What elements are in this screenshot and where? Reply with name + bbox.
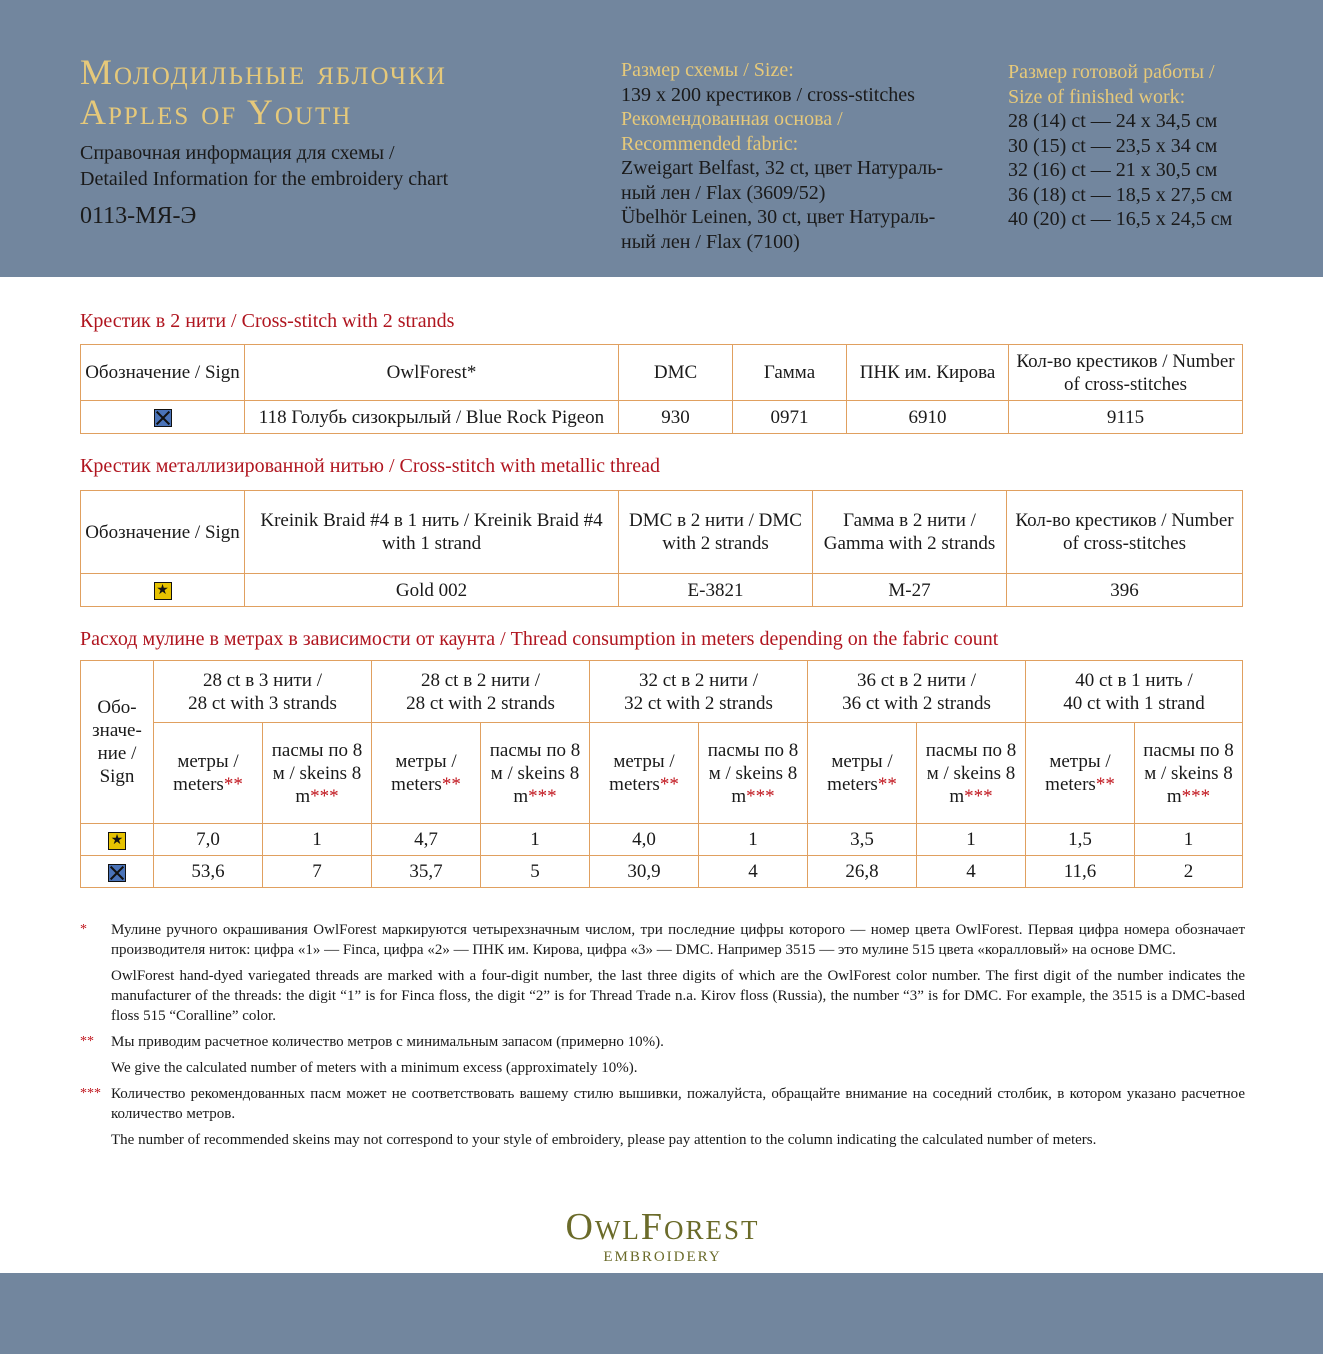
footnote-2-en: We give the calculated number of meters with a minimum excess (approximately 10%). xyxy=(111,1060,638,1076)
section2-title: Крестик металлизированной нитью / Cross-stitch with metallic thread xyxy=(80,455,661,477)
table-cell: 4 xyxy=(699,856,808,888)
brand-logo xyxy=(540,1205,785,1265)
table-cell: 6910 xyxy=(847,401,1009,434)
table-cell: 1 xyxy=(263,824,372,856)
skeins-header: пасмы по 8 м / skeins 8 m*** xyxy=(699,723,808,824)
chart-title xyxy=(80,52,447,132)
finished-size: 28 (14) ct — 24 x 34,5 см xyxy=(1008,110,1218,132)
meters-header: метры / meters** xyxy=(154,723,263,824)
fabric-line: Übelhör Leinen, 30 ct, цвет Натураль- xyxy=(621,206,936,228)
header-owlforest: OwlForest* xyxy=(245,345,619,401)
header-sign: Обо-значе-ние / Sign xyxy=(81,661,154,824)
group-header: 28 ct в 2 нити / 28 ct with 2 strands xyxy=(372,661,590,723)
header-dmc: DMC в 2 нити / DMC with 2 strands xyxy=(619,491,813,574)
header-kreinik: Kreinik Braid #4 в 1 нить / Kreinik Braid #4 with 1 strand xyxy=(245,491,619,574)
table-cell: 26,8 xyxy=(808,856,917,888)
table-cell: 3,5 xyxy=(808,824,917,856)
header-count: Кол-во крестиков / Number of cross-stitches xyxy=(1009,345,1243,401)
table-cell: M-27 xyxy=(813,574,1007,607)
section3-title: Расход мулине в метрах в зависимости от каунта / Thread consumption in meters depending on the fabric count xyxy=(80,628,999,650)
header-dmc: DMC xyxy=(619,345,733,401)
table-cell: 53,6 xyxy=(154,856,263,888)
group-header: 28 ct в 3 нити / 28 ct with 3 strands xyxy=(154,661,372,723)
group-header: 40 ct в 1 нить / 40 ct with 1 strand xyxy=(1026,661,1243,723)
brand-name: OwlForest xyxy=(565,1206,760,1248)
size-label: Размер схемы / Size: xyxy=(621,59,794,81)
table-cell: Gold 002 xyxy=(245,574,619,607)
finished-size: 40 (20) ct — 16,5 x 24,5 см xyxy=(1008,208,1233,230)
fabric-label-1: Рекомендованная основа / xyxy=(621,108,843,130)
footnote-1-en: OwlForest hand-dyed variegated threads are marked with a four-digit number, the last three digits of which are the OwlForest color number. The first digit of the number indicates the manufacturer of the threads: the digit “1” is for Finca floss, the digit “2” is for Thread Trade n.a. Kirov floss (Russia), the number “3” is for DMC. For example, the 3515 is a DMC-based floss 515 “Coralline” color. xyxy=(111,968,1245,1024)
table-row xyxy=(81,824,1243,856)
table-cell: 1 xyxy=(699,824,808,856)
star-symbol-icon: ★ xyxy=(154,582,172,600)
title-en: Apples of Youth xyxy=(80,92,353,132)
table-cell: 930 xyxy=(619,401,733,434)
footnote-3-en: The number of recommended skeins may not correspond to your style of embroidery, please pay attention to the column indicating the calculated number of meters. xyxy=(111,1132,1097,1148)
table-cell: 396 xyxy=(1007,574,1243,607)
size-fabric-column xyxy=(621,58,1001,254)
sign-cell xyxy=(81,856,154,888)
meters-header: метры / meters** xyxy=(808,723,917,824)
table-row xyxy=(81,856,1243,888)
fabric-line: Zweigart Belfast, 32 ct, цвет Натураль- xyxy=(621,157,944,179)
footer-band xyxy=(0,1273,1323,1354)
finished-size-column xyxy=(1008,60,1308,232)
consumption-table xyxy=(80,660,1243,888)
size-value: 139 x 200 крестиков / cross-stitches xyxy=(621,83,915,106)
header-count: Кол-во крестиков / Number of cross-stitches xyxy=(1007,491,1243,574)
skeins-header: пасмы по 8 м / skeins 8 m*** xyxy=(263,723,372,824)
meters-header: метры / meters** xyxy=(1026,723,1135,824)
info-text xyxy=(80,140,448,192)
cross-symbol-icon xyxy=(154,409,172,427)
footnote-1: * Мулине ручного окрашивания OwlForest маркируются четырехзначным числом, три последние цифры которого — номер цвета OwlForest. Первая цифра номера обозначает производителя ниток: цифра «1» — Finca, цифра «2» — ПНК им. Кирова, цифра «3» — DMC. Например 3515 — это мулине 515 цвета «коралловый» на основе DMC. OwlForest hand-dyed variegated threads are marked with a four-digit number, the last three digits of which are the OwlForest color number. The first digit of the number indicates the manufacturer of the threads: the digit “1” is for Finca floss, the digit “2” is for Thread Trade n.a. Kirov floss (Russia), the number “3” is for DMC. For example, the 3515 is a DMC-based floss 515 “Coralline” color. xyxy=(80,922,1245,1024)
table-cell: 1 xyxy=(917,824,1026,856)
table-cell: 1,5 xyxy=(1026,824,1135,856)
table-cell: 7 xyxy=(263,856,372,888)
table-cell: 9115 xyxy=(1009,401,1243,434)
meters-header: метры / meters** xyxy=(372,723,481,824)
meters-header: метры / meters** xyxy=(590,723,699,824)
table-cell: E-3821 xyxy=(619,574,813,607)
chart-code: 0113-МЯ-Э xyxy=(80,203,197,229)
header-sign: Обозначение / Sign xyxy=(81,491,245,574)
skeins-header: пасмы по 8 м / skeins 8 m*** xyxy=(481,723,590,824)
sign-cell xyxy=(81,574,245,607)
table-row xyxy=(81,574,1243,607)
table-cell: 11,6 xyxy=(1026,856,1135,888)
header-band xyxy=(0,0,1323,277)
skeins-header: пасмы по 8 м / skeins 8 m*** xyxy=(1135,723,1243,824)
table-cell: 30,9 xyxy=(590,856,699,888)
table-cell: 35,7 xyxy=(372,856,481,888)
table-row xyxy=(81,401,1243,434)
table-cell: 118 Голубь сизокрылый / Blue Rock Pigeon xyxy=(245,401,619,434)
footnotes xyxy=(80,920,1245,1156)
sign-cell xyxy=(81,824,154,856)
fabric-line: ный лен / Flax (7100) xyxy=(621,230,800,253)
table-cell: 1 xyxy=(1135,824,1243,856)
brand-sub: EMBROIDERY xyxy=(603,1249,722,1265)
group-header: 36 ct в 2 нити / 36 ct with 2 strands xyxy=(808,661,1026,723)
table-cell: 5 xyxy=(481,856,590,888)
table-cell: 4,0 xyxy=(590,824,699,856)
header-gamma: Гамма в 2 нити / Gamma with 2 strands xyxy=(813,491,1007,574)
footnote-3: *** Количество рекомендованных пасм может не соответствовать вашему стилю вышивки, пожалуйста, обращайте внимание на соседний столбик, в котором указано расчетное количество метров. The number of recommended skeins may not correspond to your style of embroidery, please pay attention to the column indicating the calculated number of meters. xyxy=(80,1086,1245,1148)
table-cell: 4 xyxy=(917,856,1026,888)
section1-title: Крестик в 2 нити / Cross-stitch with 2 strands xyxy=(80,310,455,332)
table-cell: 2 xyxy=(1135,856,1243,888)
header-pnk: ПНК им. Кирова xyxy=(847,345,1009,401)
finished-size: 32 (16) ct — 21 x 30,5 см xyxy=(1008,159,1218,181)
metallic-thread-table xyxy=(80,490,1243,607)
footnote-2: ** Мы приводим расчетное количество метров с минимальным запасом (примерно 10%). We give the calculated number of meters with a minimum excess (approximately 10%). xyxy=(80,1032,1245,1078)
table-cell: 1 xyxy=(481,824,590,856)
table-cell: 7,0 xyxy=(154,824,263,856)
footnote-1-ru: Мулине ручного окрашивания OwlForest маркируются четырехзначным числом, три последние цифры которого — номер цвета OwlForest. Первая цифра номера обозначает производителя ниток: цифра «1» — Finca, цифра «2» — ПНК им. Кирова, цифра «3» — DMC. Например 3515 — это мулине 515 цвета «коралловый» на основе DMC. xyxy=(111,922,1245,958)
table-cell: 4,7 xyxy=(372,824,481,856)
star-symbol-icon: ★ xyxy=(108,832,126,850)
sign-cell xyxy=(81,401,245,434)
cross-symbol-icon xyxy=(108,864,126,882)
info-line-2: Detailed Information for the embroidery chart xyxy=(80,168,449,190)
header-sign: Обозначение / Sign xyxy=(81,345,245,401)
finished-size: 36 (18) ct — 18,5 x 27,5 см xyxy=(1008,183,1233,206)
finished-label-2: Size of finished work: xyxy=(1008,85,1186,108)
finished-size: 30 (15) ct — 23,5 x 34 см xyxy=(1008,134,1218,157)
group-header: 32 ct в 2 нити / 32 ct with 2 strands xyxy=(590,661,808,723)
footnote-2-ru: Мы приводим расчетное количество метров с минимальным запасом (примерно 10%). xyxy=(111,1034,664,1050)
title-ru: Молодильные яблочки xyxy=(80,52,447,92)
header-gamma: Гамма xyxy=(733,345,847,401)
table-cell: 0971 xyxy=(733,401,847,434)
finished-label-1: Размер готовой работы / xyxy=(1008,61,1215,83)
info-line-1: Справочная информация для схемы / xyxy=(80,142,395,164)
fabric-line: ный лен / Flax (3609/52) xyxy=(621,181,826,204)
skeins-header: пасмы по 8 м / skeins 8 m*** xyxy=(917,723,1026,824)
cross-stitch-table xyxy=(80,344,1243,434)
footnote-3-ru: Количество рекомендованных пасм может не соответствовать вашему стилю вышивки, пожалуйста, обращайте внимание на соседний столбик, в котором указано расчетное количество метров. xyxy=(111,1086,1245,1122)
fabric-label-2: Recommended fabric: xyxy=(621,132,799,155)
